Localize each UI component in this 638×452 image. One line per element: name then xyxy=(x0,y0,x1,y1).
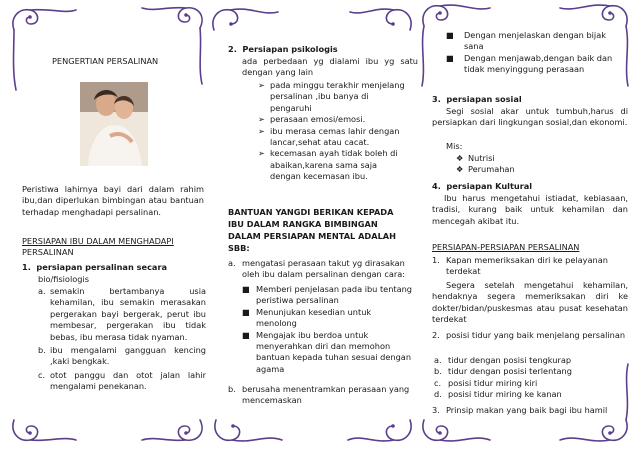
list-text: ibu merasa cemas lahir dengan lancar,sehat atau cacat. xyxy=(270,125,400,148)
list-item xyxy=(242,284,412,307)
bantuan-a xyxy=(228,258,418,281)
item-3-title: persiapan sosial xyxy=(446,94,522,104)
list-marker: b. xyxy=(38,345,46,356)
list-item xyxy=(228,258,418,281)
square-bullet-icon: ■ xyxy=(446,30,454,40)
list-item xyxy=(446,30,624,53)
item-2-intro: ada perbedaan yg dialami ibu yg satu dengan yang lain xyxy=(242,56,418,78)
list-text: tidur dengan posisi tengkurap xyxy=(448,355,572,365)
item-1-title: persiapan persalinan secara xyxy=(36,262,168,272)
list-item xyxy=(242,330,412,376)
list-item xyxy=(258,148,408,182)
list-item xyxy=(434,378,624,389)
list-marker: a. xyxy=(228,258,236,268)
list-item xyxy=(456,164,576,175)
list-text: Dengan menjelaskan dengan bijak sana xyxy=(464,30,606,52)
list-marker: 3. xyxy=(432,405,440,415)
section-heading-line2: PERSALINAN xyxy=(22,247,74,258)
list-text: Menunjukan kesedian untuk menolong xyxy=(256,306,372,329)
list-item xyxy=(228,384,418,407)
list-item xyxy=(38,345,206,368)
item-4-title: persiapan Kultural xyxy=(446,181,533,191)
list-item xyxy=(258,126,408,149)
persiapan-item-1-detail-content: Segera setelah mengetahui kehamilan, hendaknya segera memeriksakan diri ke dokter/bidan/puskesmas atau pusat kesehatan terdekat xyxy=(432,280,628,325)
item-3-number: 3. xyxy=(432,94,441,104)
list-text: Memberi penjelasan pada ibu tentang peristiwa persalinan xyxy=(256,284,413,306)
section-heading-line1: PERSIAPAN IBU DALAM MENGHADAPI xyxy=(22,236,174,246)
list-text: mengatasi perasaan takut yg dirasakan oleh ibu dalam persalinan dengan cara: xyxy=(242,258,405,280)
bantuan-heading: BANTUAN YANGDI BERIKAN KEPADA IBU DALAM RANGKA BIMBINGAN DALAM PERSIAPAN MENTAL ADALAH SBB: xyxy=(228,207,396,253)
item-4-number: 4. xyxy=(432,181,441,191)
list-text: posisi tidur miring kiri xyxy=(448,377,538,388)
arrow-bullet-icon: ➢ xyxy=(258,148,265,159)
item-2-number: 2. xyxy=(228,44,237,54)
list-text: Nutrisi xyxy=(468,153,495,163)
list-item xyxy=(432,330,628,341)
bullet-list xyxy=(446,30,624,76)
bullet-list xyxy=(242,284,412,375)
item-3-text xyxy=(432,106,628,129)
square-bullet-icon: ■ xyxy=(242,329,250,340)
list-text: posisi tidur yang baik menjelang persalinan xyxy=(446,330,626,340)
item-3-text-content: Segi sosial akar untuk tumbuh,harus di persiapkan dari lingkungan sosial,dan ekonomi. xyxy=(432,106,628,128)
list-item xyxy=(456,153,576,164)
diamond-list xyxy=(456,153,576,176)
list-item xyxy=(434,366,624,377)
list-item xyxy=(38,370,206,393)
item-4 xyxy=(432,181,628,192)
list-text: Dengan menjawab,dengan baik dan tidak menyinggung perasaan xyxy=(464,52,613,75)
list-text: berusaha menentramkan perasaan yang mencemaskan xyxy=(242,384,410,406)
list-text: kecemasan ayah tidak boleh di abaikan,karena sama saja dengan kecemasan ibu. xyxy=(270,148,398,182)
arrow-bullet-icon: ➢ xyxy=(258,80,265,90)
persiapan-item-2 xyxy=(432,330,628,341)
list-item xyxy=(446,53,624,76)
list-item xyxy=(432,405,628,416)
persiapan-heading: PERSIAPAN-PERSIAPAN PERSALINAN xyxy=(432,242,580,252)
list-text: ibu mengalami gangguan kencing ,kaki bengkak. xyxy=(50,345,206,367)
diamond-bullet-icon: ❖ xyxy=(456,153,464,163)
list-item xyxy=(242,307,412,330)
bantuan-b xyxy=(228,384,418,407)
square-bullet-icon: ■ xyxy=(446,52,454,63)
physio-list xyxy=(38,286,206,393)
list-text: pada minggu terakhir menjelang persalinan ,ibu banya di pengaruhi xyxy=(270,80,405,113)
item-4-text-content: Ibu harus mengetahui istiadat, kebiasaan, tradisi, kurang baik untuk kehamilan dan mencegah akibat itu. xyxy=(432,193,628,226)
item-1-number: 1. xyxy=(22,262,31,272)
arrow-list xyxy=(258,80,408,183)
misal-label: Mis: xyxy=(446,141,463,151)
list-marker: b. xyxy=(228,384,236,394)
arrow-bullet-icon: ➢ xyxy=(258,114,265,125)
item-1 xyxy=(22,262,206,273)
persiapan-item-1-detail xyxy=(432,280,628,326)
list-marker: a. xyxy=(38,286,46,296)
list-text: Prinsip makan yang baik bagi ibu hamil xyxy=(446,405,608,415)
diamond-bullet-icon: ❖ xyxy=(456,164,464,175)
list-item xyxy=(38,286,206,343)
persiapan-item-1 xyxy=(432,255,628,278)
list-item xyxy=(432,255,628,278)
item-2 xyxy=(228,44,418,55)
list-marker: a. xyxy=(434,355,442,365)
item-4-text xyxy=(432,193,628,227)
list-marker: d. xyxy=(434,389,442,400)
list-text: perasaan emosi/emosi. xyxy=(270,114,366,125)
list-text: Kapan memeriksakan diri ke pelayanan terdekat xyxy=(446,255,608,277)
square-bullet-icon: ■ xyxy=(242,306,250,317)
intro-paragraph: Peristiwa lahirnya bayi dari dalam rahim ibu,dan diperlukan bimbingan atau bantuan terhadap menghadapi persalinan. xyxy=(22,184,204,217)
section-heading xyxy=(22,236,212,259)
arrow-bullet-icon: ➢ xyxy=(258,125,265,136)
list-item xyxy=(258,80,408,114)
list-text: posisi tidur miring ke kanan xyxy=(448,389,562,400)
list-text: tidur dengan posisi terlentang xyxy=(448,366,572,377)
panel-right xyxy=(420,0,638,452)
list-item xyxy=(258,114,408,125)
position-list xyxy=(434,355,624,401)
list-marker: b. xyxy=(434,366,442,377)
list-marker: 2. xyxy=(432,330,440,340)
item-1-sub: bio/fisiologis xyxy=(38,274,89,284)
panel-left xyxy=(0,0,214,452)
list-text: Mengajak ibu berdoa untuk menyerahkan diri dan memohon bantuan kepada tuhan sesuai dengan agama xyxy=(256,329,412,374)
square-bullet-icon: ■ xyxy=(242,284,250,294)
page-title: PENGERTIAN PERSALINAN xyxy=(52,56,159,66)
list-marker: c. xyxy=(38,369,46,380)
list-item xyxy=(434,389,624,400)
persiapan-item-3 xyxy=(432,405,628,416)
list-text: semakin bertambanya usia kehamilan, ibu semakin merasakan pergerakan bayi bergerak, perut ibu membesar, pergerakan ibu tidak bebas, ibu merasa tidak nyaman. xyxy=(50,286,206,342)
panel-middle xyxy=(214,0,420,452)
photo-couple xyxy=(80,82,148,166)
list-item xyxy=(434,355,624,366)
list-marker: c. xyxy=(434,377,442,388)
list-marker: 1. xyxy=(432,255,440,265)
item-2-title: Persiapan psikologis xyxy=(242,44,338,54)
item-3 xyxy=(432,94,628,105)
list-text: otot panggu dan otot jalan lahir mengalami penekanan. xyxy=(50,369,206,392)
list-text: Perumahan xyxy=(468,164,515,175)
